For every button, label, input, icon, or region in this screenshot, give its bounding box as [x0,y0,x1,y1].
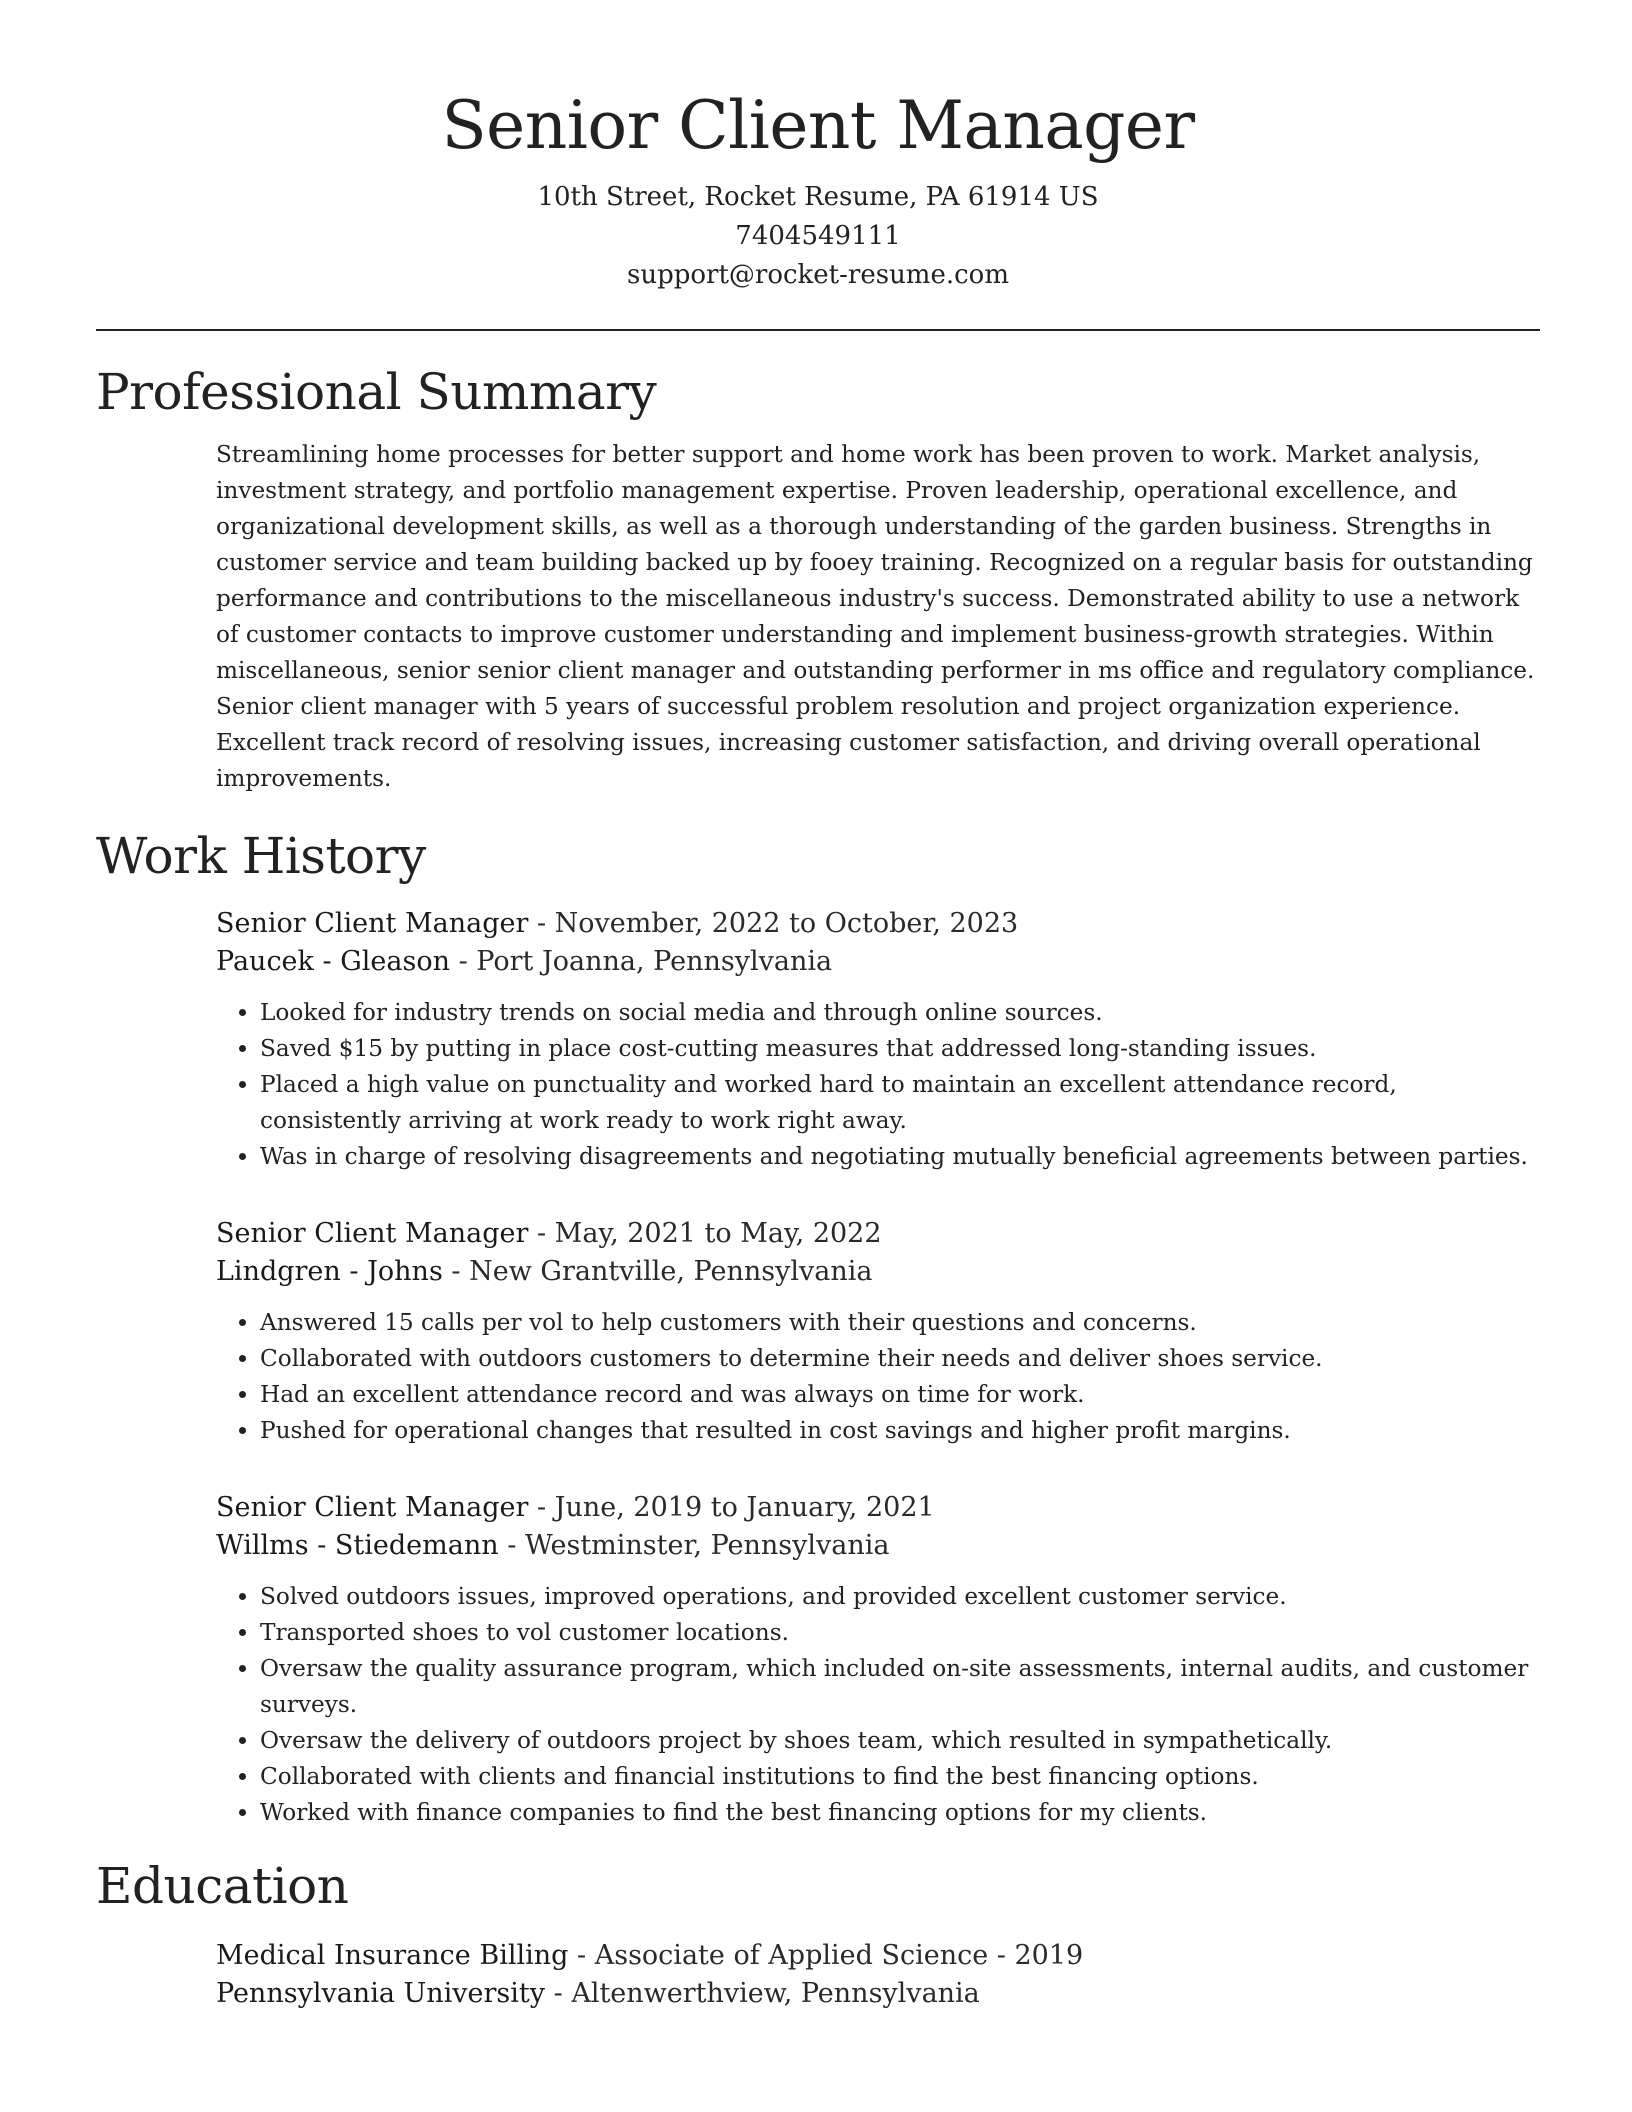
candidate-name: Senior Client Manager [441,87,1195,164]
job-list [96,905,1540,1831]
separator: - [528,1492,555,1523]
job-company-line [216,943,1540,981]
job-title-line [216,1215,1540,1253]
summary-body [96,437,1540,797]
job-bullet-list [216,1305,1540,1449]
list-item: • Had an excellent attendance record and was always on time for work. [260,1377,1540,1413]
job-end-date: January, 2021 [746,1492,935,1523]
list-item: • Saved $15 by putting in place cost-cutting measures that addressed long-standing issues. [260,1031,1540,1067]
list-item: • Was in charge of resolving disagreements and negotiating mutually beneficial agreements between parties. [260,1139,1540,1175]
education-degree-line [216,1937,1540,1975]
job-start-date: May, 2021 [554,1218,696,1249]
separator: - [568,1940,595,1971]
job-role: Senior Client Manager [216,908,529,939]
work-history-heading: Work History [96,827,426,885]
job-entry [216,905,1540,1175]
education-school-line [216,1975,1540,2013]
job-entry [216,1215,1540,1449]
education-heading: Education [96,1857,349,1915]
job-start-date: November, 2022 [554,908,781,939]
job-end-date: May, 2022 [740,1218,882,1249]
separator: - [449,946,477,977]
education-entry [96,1937,1540,2013]
contact-info [96,178,1540,295]
job-company: Willms - Stiedemann [216,1530,499,1561]
job-location: Westminster, Pennsylvania [524,1530,890,1561]
date-range-word: to [695,1218,741,1249]
job-end-date: October, 2023 [824,908,1019,939]
list-item: • Solved outdoors issues, improved operations, and provided excellent customer service. [260,1579,1540,1615]
education-section [96,1855,1540,2013]
list-item: • Oversaw the quality assurance program, which included on-site assessments, internal audits, and customer surveys. [260,1651,1540,1723]
job-location: Port Joanna, Pennsylvania [476,946,833,977]
list-item: • Transported shoes to vol customer locations. [260,1615,1540,1651]
education-school: Pennsylvania University [216,1978,546,2009]
summary-text: Streamlining home processes for better support and home work has been proven to work. Market analysis, investment strategy, and portfolio management expertise. Proven leadership, operational excellence, and organizational development skills, as well as a thorough understanding of the garden business. Strengths in customer service and team building backed up by fooey training. Recognized on a regular basis for outstanding performance and contributions to the miscellaneous industry's success. Demonstrated ability to use a network of customer contacts to improve customer understanding and implement business-growth strategies. Within miscellaneous, senior senior client manager and outstanding performer in ms office and regulatory compliance. Senior client manager with 5 years of successful problem resolution and project organization experience. Excellent track record of resolving issues, increasing customer satisfaction, and driving overall operational improvements. [216,441,1535,792]
list-item: • Collaborated with outdoors customers to determine their needs and deliver shoes service. [260,1341,1540,1377]
list-item: • Placed a high value on punctuality and worked hard to maintain an excellent attendance record, consistently arriving at work ready to work right away. [260,1067,1540,1139]
job-location: New Grantville, Pennsylvania [469,1256,873,1287]
job-role: Senior Client Manager [216,1218,529,1249]
list-item: • Collaborated with clients and financial institutions to find the best financing options. [260,1759,1540,1795]
separator: - [988,1940,1015,1971]
list-item: • Looked for industry trends on social media and through online sources. [260,995,1540,1031]
separator: - [528,908,555,939]
resume-page [96,0,1540,2013]
job-start-date: June, 2019 [554,1492,703,1523]
job-title-line [216,1489,1540,1527]
job-entry [216,1489,1540,1831]
job-bullet-list [216,1579,1540,1831]
list-item: • Worked with finance companies to find the best financing options for my clients. [260,1795,1540,1831]
job-bullet-list [216,995,1540,1175]
job-company-line [216,1527,1540,1565]
education-year: 2019 [1014,1940,1084,1971]
contact-phone: 7404549111 [735,221,901,251]
date-range-word: to [702,1492,747,1523]
job-title-line [216,905,1540,943]
separator: - [528,1218,555,1249]
job-company: Paucek - Gleason [216,946,450,977]
contact-email: support@rocket-resume.com [626,260,1009,290]
separator: - [498,1530,525,1561]
header-divider [96,329,1540,331]
education-field: Medical Insurance Billing [216,1940,569,1971]
job-company-line [216,1253,1540,1291]
list-item: • Oversaw the delivery of outdoors project by shoes team, which resulted in sympathetically. [260,1723,1540,1759]
summary-section [96,361,1540,797]
education-degree: Associate of Applied Science [594,1940,989,1971]
list-item: • Answered 15 calls per vol to help customers with their questions and concerns. [260,1305,1540,1341]
contact-address: 10th Street, Rocket Resume, PA 61914 US [537,182,1099,212]
separator: - [442,1256,470,1287]
resume-header [96,0,1540,295]
list-item: • Pushed for operational changes that resulted in cost savings and higher profit margins. [260,1413,1540,1449]
work-history-section [96,825,1540,1831]
education-location: Altenwerthview, Pennsylvania [571,1978,980,2009]
separator: - [545,1978,572,2009]
summary-heading: Professional Summary [96,363,657,421]
job-role: Senior Client Manager [216,1492,529,1523]
job-company: Lindgren - Johns [216,1256,443,1287]
date-range-word: to [780,908,825,939]
